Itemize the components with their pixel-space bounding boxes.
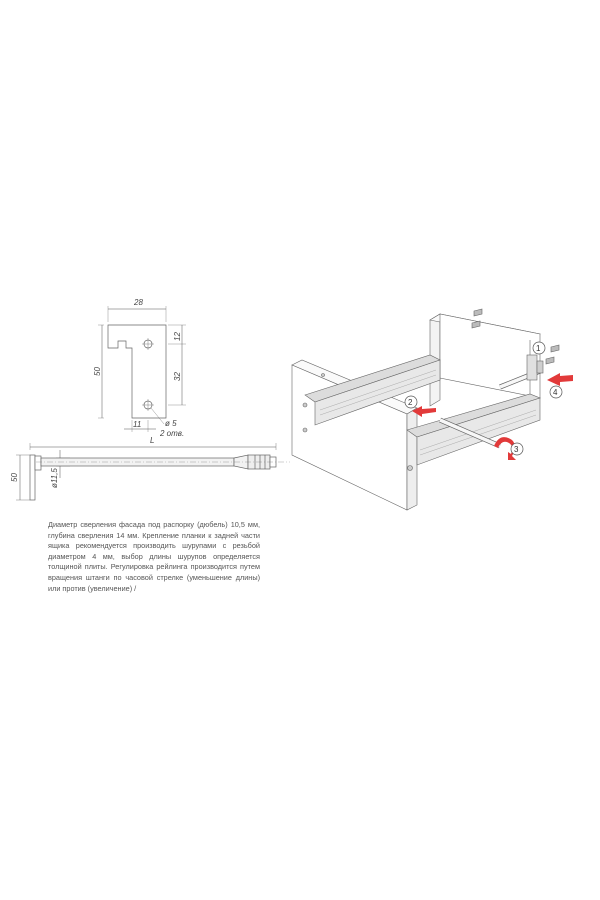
rail-diameter-label: ø11,5 [50, 468, 59, 488]
bracket-holes-count-label: 2 отв. [160, 429, 185, 438]
step-3-label: 3 [514, 445, 519, 454]
step-1-label: 1 [536, 344, 541, 353]
rail-height-label: 50 [10, 473, 19, 482]
bracket-width-label: 28 [134, 298, 143, 307]
step-2-label: 2 [408, 398, 413, 407]
bracket-hole-diameter-label: ø 5 [165, 419, 177, 428]
bracket-top-offset-label: 12 [173, 332, 182, 341]
arrow-step-4 [547, 373, 573, 386]
installation-caption: Диаметр сверления фасада под распорку (дюбель) 10,5 мм, глубина сверления 14 мм. Крепление планки к задней части ящика рекомендуется производить шурупами с резьбой диаметром 4 мм, выбор длины шурупов определяется толщиной плиты. Регулировка рейлинга производится путем вращения штанги по часовой стрелке (уменьшение длины) или против (увеличение) / [48, 520, 260, 593]
bracket-drawing [98, 306, 186, 432]
bracket-hole-spacing-label: 32 [173, 372, 182, 381]
rail-length-label: L [150, 436, 155, 445]
bracket-edge-offset-label: 11 [133, 420, 142, 429]
bracket-height-label: 50 [93, 367, 102, 376]
step-4-label: 4 [553, 388, 558, 397]
